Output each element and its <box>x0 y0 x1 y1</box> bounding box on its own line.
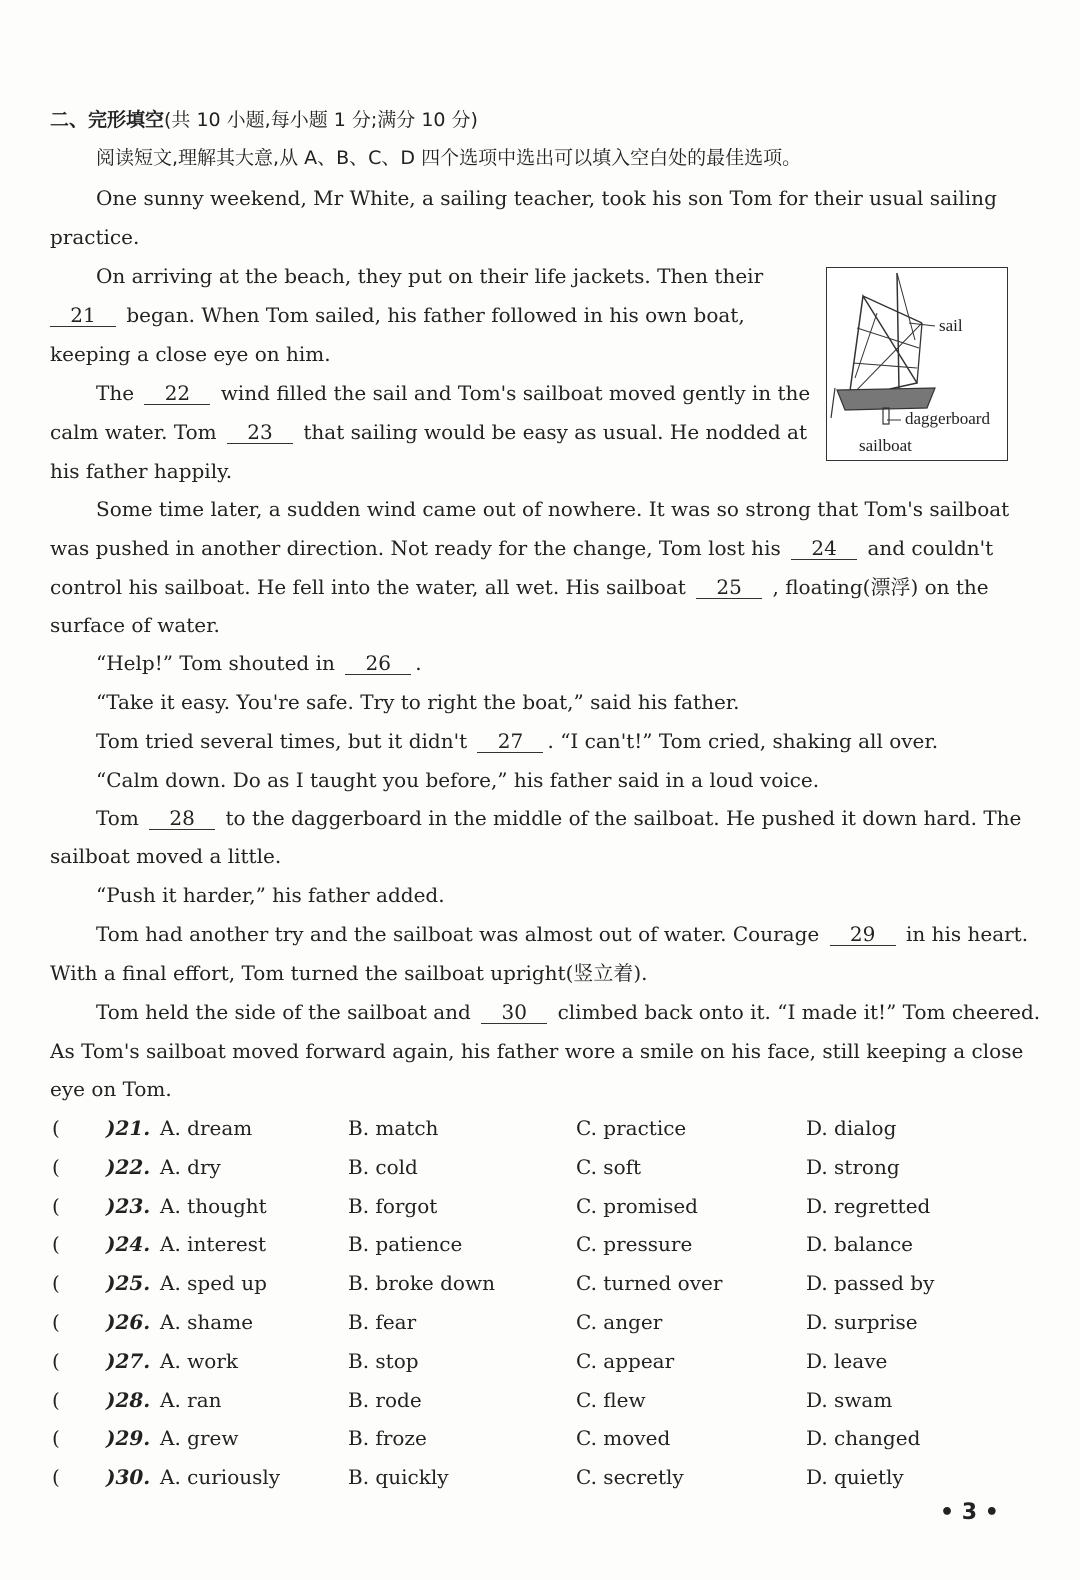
option-d[interactable]: D. dialog <box>806 1116 897 1140</box>
option-a[interactable]: A. ran <box>160 1387 222 1412</box>
option-d[interactable]: D. changed <box>806 1426 921 1451</box>
question-row <box>50 1271 1010 1297</box>
passage-line <box>50 303 745 327</box>
section-title: 二、完形填空 <box>50 109 165 131</box>
answer-bracket[interactable]: ( <box>52 1426 60 1451</box>
option-d[interactable]: D. leave <box>806 1348 888 1373</box>
passage-line: sailboat moved a little. <box>50 844 282 868</box>
option-b[interactable]: B. fear <box>348 1310 417 1334</box>
question-row <box>50 1232 1010 1258</box>
answer-bracket[interactable]: ( <box>52 1271 60 1296</box>
blank-22[interactable]: 22 <box>144 382 210 405</box>
passage-text: was pushed in another direction. Not ready for the change, Tom lost his <box>50 536 781 560</box>
figure-label-daggerboard: daggerboard <box>905 409 990 428</box>
option-b[interactable]: B. quickly <box>348 1465 449 1490</box>
question-row <box>50 1155 1010 1181</box>
passage-line: his father happily. <box>50 459 233 483</box>
passage-text: and couldn't <box>867 536 994 560</box>
passage-text: control his sailboat. He fell into the water, all wet. His sailboat <box>50 575 686 599</box>
option-b[interactable]: B. cold <box>348 1154 418 1179</box>
option-c[interactable]: C. promised <box>576 1193 698 1218</box>
option-c[interactable]: C. flew <box>576 1387 646 1412</box>
option-b[interactable]: B. froze <box>348 1426 427 1451</box>
option-c[interactable]: C. soft <box>576 1154 642 1179</box>
option-b[interactable]: B. rode <box>348 1387 422 1412</box>
passage-text: in his heart. <box>905 922 1029 946</box>
question-row <box>50 1310 1010 1336</box>
option-a[interactable]: A. thought <box>160 1193 267 1218</box>
passage-line <box>96 1000 1040 1024</box>
option-a[interactable]: A. curiously <box>160 1465 281 1490</box>
passage-text: , floating(漂浮) on the <box>772 575 989 599</box>
question-row <box>50 1116 1010 1142</box>
option-d[interactable]: D. surprise <box>806 1310 918 1334</box>
passage-text: Tom had another try and the sailboat was almost out of water. Courage <box>96 922 820 946</box>
option-b[interactable]: B. stop <box>348 1348 419 1373</box>
passage-line: As Tom's sailboat moved forward again, his father wore a smile on his face, still keeping a close <box>50 1039 1024 1063</box>
question-number: )30. <box>106 1465 151 1490</box>
option-d[interactable]: D. swam <box>806 1387 893 1412</box>
option-a[interactable]: A. shame <box>160 1310 254 1334</box>
question-number: )23. <box>106 1193 151 1218</box>
passage-text: calm water. Tom <box>50 420 217 444</box>
option-a[interactable]: A. interest <box>160 1232 267 1257</box>
option-d[interactable]: D. passed by <box>806 1271 935 1296</box>
question-row <box>50 1465 1010 1491</box>
section-note: (共 10 小题,每小题 1 分;满分 10 分) <box>164 109 478 131</box>
option-b[interactable]: B. patience <box>348 1232 463 1257</box>
blank-30[interactable]: 30 <box>481 1001 547 1024</box>
passage-line <box>96 651 422 675</box>
passage-line: One sunny weekend, Mr White, a sailing teacher, took his son Tom for their usual sailing <box>96 186 997 210</box>
figure-label-sailboat: sailboat <box>859 436 912 455</box>
option-b[interactable]: B. forgot <box>348 1193 438 1218</box>
question-row <box>50 1388 1010 1414</box>
blank-25[interactable]: 25 <box>696 576 762 599</box>
option-d[interactable]: D. quietly <box>806 1465 904 1490</box>
passage-line: “Take it easy. You're safe. Try to right the boat,” said his father. <box>96 690 740 714</box>
blank-27[interactable]: 27 <box>477 730 543 753</box>
passage-line <box>96 922 1028 946</box>
passage-line <box>50 575 989 599</box>
passage-line: surface of water. <box>50 613 220 637</box>
passage-text: that sailing would be easy as usual. He nodded at <box>303 420 808 444</box>
passage-line <box>96 806 1021 830</box>
passage-line: eye on Tom. <box>50 1077 172 1101</box>
question-number: )29. <box>106 1426 151 1451</box>
passage-text: began. When Tom sailed, his father followed in his own boat, <box>126 303 745 327</box>
passage-text: “Help!” Tom shouted in <box>96 651 335 675</box>
passage-text: Tom held the side of the sailboat and <box>96 1000 471 1024</box>
question-number: )28. <box>106 1387 151 1412</box>
question-number: )25. <box>106 1271 151 1296</box>
blank-21[interactable]: 21 <box>50 304 116 327</box>
page-number: • 3 • <box>940 1500 999 1525</box>
option-c[interactable]: C. secretly <box>576 1465 684 1490</box>
passage-text: . “I can't!” Tom cried, shaking all over. <box>547 729 939 753</box>
passage-line: Some time later, a sudden wind came out of nowhere. It was so strong that Tom's sailboat <box>96 497 1010 521</box>
blank-26[interactable]: 26 <box>345 652 411 675</box>
sailboat-figure <box>826 267 1008 461</box>
answer-bracket[interactable]: ( <box>52 1387 60 1412</box>
passage-line: keeping a close eye on him. <box>50 342 331 366</box>
question-number: )26. <box>106 1310 151 1334</box>
answer-bracket[interactable]: ( <box>52 1232 60 1257</box>
passage-line <box>96 381 810 405</box>
option-a[interactable]: A. grew <box>160 1426 239 1451</box>
passage-line <box>50 536 993 560</box>
option-c[interactable]: C. appear <box>576 1348 675 1373</box>
blank-23[interactable]: 23 <box>227 421 293 444</box>
option-b[interactable]: B. match <box>348 1116 439 1140</box>
blank-24[interactable]: 24 <box>791 537 857 560</box>
passage-line: practice. <box>50 225 140 249</box>
answer-bracket[interactable]: ( <box>52 1116 60 1140</box>
question-row <box>50 1426 1010 1452</box>
option-c[interactable]: C. pressure <box>576 1232 693 1257</box>
question-row <box>50 1194 1010 1220</box>
blank-28[interactable]: 28 <box>149 807 215 830</box>
question-row <box>50 1349 1010 1375</box>
passage-text: wind filled the sail and Tom's sailboat moved gently in the <box>220 381 811 405</box>
option-c[interactable]: C. moved <box>576 1426 671 1451</box>
passage-line: “Push it harder,” his father added. <box>96 883 445 907</box>
passage-text: to the daggerboard in the middle of the sailboat. He pushed it down hard. The <box>225 806 1022 830</box>
option-d[interactable]: D. regretted <box>806 1193 931 1218</box>
passage-line <box>50 420 807 444</box>
question-number: )21. <box>106 1116 151 1140</box>
question-number: )24. <box>106 1232 151 1257</box>
section-heading <box>50 108 478 132</box>
option-c[interactable]: C. turned over <box>576 1271 723 1296</box>
option-d[interactable]: D. balance <box>806 1232 914 1257</box>
option-a[interactable]: A. sped up <box>160 1271 267 1296</box>
passage-line: With a final effort, Tom turned the sailboat upright(竖立着). <box>50 961 648 985</box>
sailboat-icon <box>827 268 1007 460</box>
option-a[interactable]: A. dream <box>160 1116 253 1140</box>
passage-text: Tom <box>96 806 139 830</box>
question-number: )27. <box>106 1348 151 1373</box>
answer-bracket[interactable]: ( <box>52 1193 60 1218</box>
answer-bracket[interactable]: ( <box>52 1310 60 1334</box>
passage-text: Tom tried several times, but it didn't <box>96 729 468 753</box>
passage-line <box>96 729 938 753</box>
option-a[interactable]: A. dry <box>160 1154 221 1179</box>
option-c[interactable]: C. anger <box>576 1310 663 1334</box>
option-c[interactable]: C. practice <box>576 1116 687 1140</box>
answer-bracket[interactable]: ( <box>52 1154 60 1179</box>
blank-29[interactable]: 29 <box>830 923 896 946</box>
option-b[interactable]: B. broke down <box>348 1271 495 1296</box>
passage-text: climbed back onto it. “I made it!” Tom cheered. <box>557 1000 1041 1024</box>
passage-text: . <box>415 651 422 675</box>
option-a[interactable]: A. work <box>160 1348 238 1373</box>
answer-bracket[interactable]: ( <box>52 1465 60 1490</box>
figure-label-sail: sail <box>939 316 963 335</box>
option-d[interactable]: D. strong <box>806 1154 900 1179</box>
answer-bracket[interactable]: ( <box>52 1348 60 1373</box>
section-instruction: 阅读短文,理解其大意,从 A、B、C、D 四个选项中选出可以填入空白处的最佳选项。 <box>96 147 802 169</box>
passage-text: The <box>96 381 135 405</box>
passage-line: On arriving at the beach, they put on their life jackets. Then their <box>96 264 764 288</box>
passage-line: “Calm down. Do as I taught you before,” his father said in a loud voice. <box>96 768 820 792</box>
question-number: )22. <box>106 1154 151 1179</box>
